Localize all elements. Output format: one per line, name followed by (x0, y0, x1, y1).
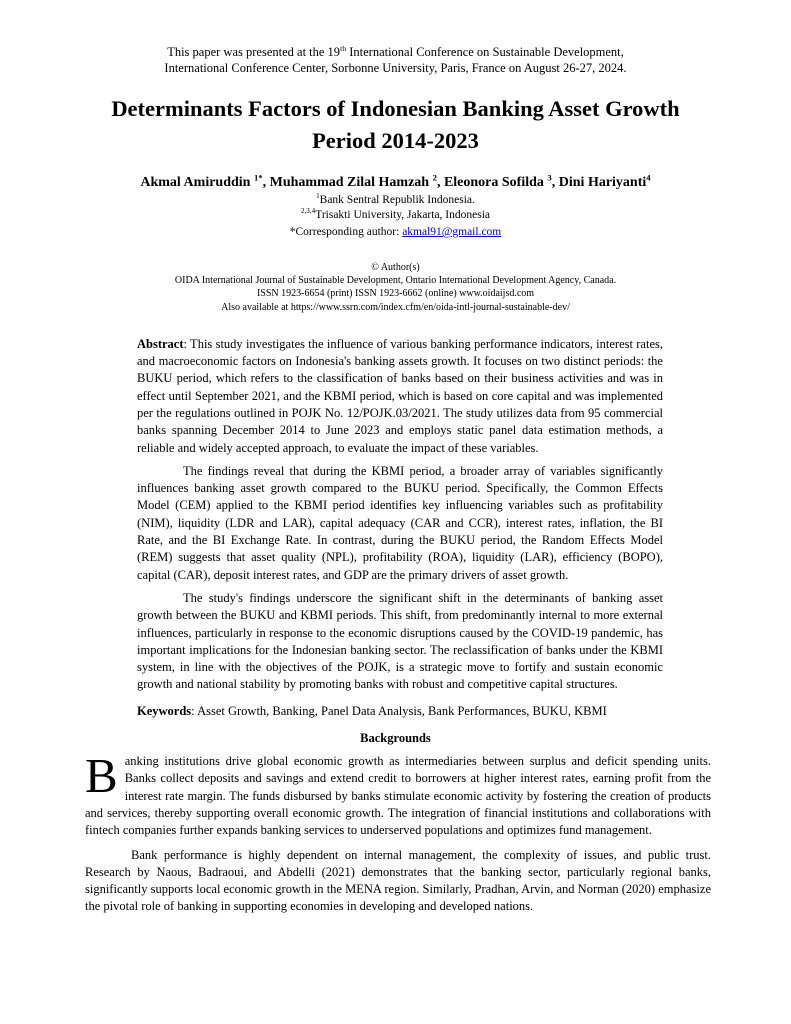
author-name: , Dini Hariyanti (551, 175, 647, 190)
conference-note-ordinal-sup: th (340, 43, 347, 53)
page-title-line1: Determinants Factors of Indonesian Banking Asset Growth (111, 96, 680, 121)
conference-note-line1-post: International Conference on Sustainable Development, (346, 45, 624, 59)
abstract-section (137, 336, 663, 720)
author-affiliation-mark: 1* (253, 172, 263, 183)
corresponding-author-prefix: *Corresponding author: (289, 226, 403, 238)
author-name: , Muhammad Zilal Hamzah (262, 175, 433, 190)
availability-line: Also available at https://www.ssrn.com/index.cfm/en/oida-intl-journal-sustainable-dev/ (221, 301, 570, 313)
background-section (85, 748, 711, 916)
corresponding-author-line (0, 224, 791, 241)
issn-line: ISSN 1923-6654 (print) ISSN 1923-6662 (online) www.oidaijsd.com (256, 288, 535, 300)
affiliation-2-text: Trisakti University, Jakarta, Indonesia (315, 209, 491, 221)
page-title (50, 93, 741, 157)
keywords-text: : Asset Growth, Banking, Panel Data Analysis, Bank Performances, BUKU, KBMI (191, 703, 607, 718)
authors-line (0, 174, 791, 192)
keywords-label: Keywords (137, 703, 192, 718)
abstract-paragraph-1 (137, 336, 663, 457)
page-title-line2: Period 2014-2023 (312, 128, 479, 153)
journal-imprint (0, 261, 791, 314)
affiliation-1-mark: 1 (316, 192, 320, 201)
author-name: Akmal Amiruddin (140, 175, 254, 190)
corresponding-email-link[interactable]: akmal91@gmail.com (402, 226, 502, 238)
abstract-paragraph-2: The findings reveal that during the KBMI period, a broader array of variables significantly influences banking asset growth compared to the BUKU period. Specifically, the Common Effects Model (CEM) applied to the KBMI period identifies key influencing variables such as profitability (NIM), liquidity (LDR and LAR), capital adequacy (CAR and CCR), interest rates, inflation, the BI Rate, and the BI Exchange Rate. In contrast, during the BUKU period, the Random Effects Model (REM) suggests that asset quality (NPL), profitability (ROA), liquidity (LAR), efficiency (BOPO), capital (CAR), deposit interest rates, and GDP are the primary drivers of asset growth. (137, 463, 663, 582)
author-name: , Eleonora Sofilda (436, 175, 548, 190)
affiliation-2-mark: 2,3,4 (300, 207, 316, 216)
affiliation-1-text: Bank Sentral Republik Indonesia. (319, 194, 475, 206)
affiliation-2 (0, 208, 791, 223)
author-affiliation-mark: 4 (646, 172, 651, 183)
journal-name-line: OIDA International Journal of Sustainable Development, Ontario International Development Agency, Canada. (174, 275, 617, 287)
conference-note (90, 44, 701, 76)
section-heading-backgrounds: Backgrounds (360, 731, 431, 746)
conference-note-line1-pre: This paper was presented at the 19 (167, 45, 341, 59)
abstract-paragraph-1-text: : This study investigates the influence of various banking performance indicators, interest rates, and macroeconomic factors on Indonesia's banking assets growth. It focuses on two distinct periods: the BUKU period, which refers to the classification of banks based on their business activities and was in effect until September 2021, and the KBMI period, which is based on core capital and was implemented per the regulations outlined in POJK No. 12/POJK.03/2021. The study utilizes data from 95 commercial banks spanning December 2014 to June 2023 and employs static panel data estimation methods, a reliable and widely accepted approach, to evaluate the impact of these variables. (137, 336, 663, 455)
copyright-line: © Author(s) (371, 262, 420, 273)
conference-note-line2: International Conference Center, Sorbonne University, Paris, France on August 26-27, 2024. (164, 61, 627, 75)
keywords-line (137, 703, 663, 720)
abstract-paragraph-3: The study's findings underscore the significant shift in the determinants of banking asset growth between the BUKU and KBMI periods. This shift, from predominantly internal to more external influences, particularly in response to the economic disruptions caused by the COVID-19 pandemic, has important implications for the Indonesian banking sector. The reclassification of banks under the KBMI system, in line with the objectives of the POJK, is a strategic move to fortify and sustain economic growth and national stability by promoting banks with robust and competitive capital structures. (137, 590, 663, 692)
author-affiliation-mark: 3 (547, 172, 552, 183)
author-affiliation-mark: 2 (432, 172, 437, 183)
background-paragraph-2: Bank performance is highly dependent on internal management, the complexity of issues, and public trust. Research by Naous, Badraoui, and Abdelli (2021) demonstrates that the banking sector, particularly regional banks, significantly supports local economic growth in the MENA region. Similarly, Pradhan, Arvin, and Norman (2020) emphasize the pivotal role of banking in supporting economies in developing and developed nations. (85, 847, 711, 914)
dropcap-letter: B (85, 748, 118, 804)
affiliation-1 (0, 193, 791, 208)
background-paragraph-1-text: anking institutions drive global economic growth as intermediaries between surplus and deficit spending units. Banks collect deposits and savings and extend credit to borrowers at higher interest rates, earning profit from the interest rate margin. The funds disbursed by banks stimulate economic activity by fostering the creation of products and services, thereby supporting overall economic growth. The integration of financial institutions and collaborations with fintech companies further expands banking services to underserved populations and optimizes fund management. (85, 754, 711, 838)
abstract-label: Abstract (137, 336, 184, 351)
background-paragraph-1 (85, 748, 711, 839)
